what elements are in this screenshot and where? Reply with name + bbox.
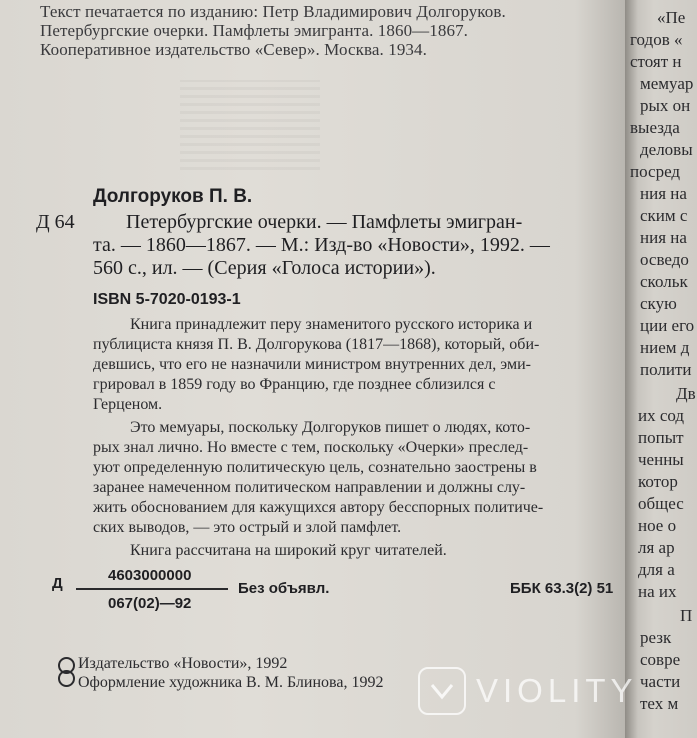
right-page-fragment: резк: [640, 628, 672, 647]
right-page-fragment: ции его: [640, 316, 695, 335]
right-page-fragment: годов «: [630, 30, 683, 49]
right-page-fragment: скую: [640, 294, 677, 313]
right-page-fragment: ским с: [640, 206, 688, 225]
catalog-code: Д 64: [36, 211, 75, 233]
right-page-fragment: попыт: [638, 428, 684, 447]
right-page-fragment: на их: [638, 582, 677, 601]
code-denominator: 067(02)—92: [108, 595, 192, 612]
right-page-fragment: мемуар: [640, 74, 694, 93]
right-page-fragment: для а: [638, 560, 675, 579]
right-page-fragment: котор: [638, 472, 678, 491]
fraction-rule: [76, 588, 228, 590]
watermark-text: VIOLITY: [476, 672, 638, 709]
right-page-fragment: П: [680, 606, 693, 625]
description-line: публициста князя П. В. Долгорукова (1817—1868), который, оби-: [93, 336, 540, 353]
description-line: Книга рассчитана на широкий круг читателей.: [130, 542, 447, 559]
right-page-fragment: посред: [630, 162, 681, 181]
author-heading: Долгоруков П. В.: [93, 186, 253, 207]
right-page-fragment: ное о: [638, 516, 677, 535]
bbk-index: ББК 63.3(2) 51: [510, 580, 614, 597]
right-page-fragment: выезда: [630, 118, 680, 137]
description-line: заранее намеченном политическом направлении и должны слу-: [93, 479, 526, 496]
right-page-fragment: совре: [640, 650, 681, 669]
title-line-1: Петербургские очерки. — Памфлеты эмигран-: [126, 211, 523, 233]
right-page-fragment: ния на: [640, 184, 687, 203]
isbn: ISBN 5-7020-0193-1: [93, 291, 241, 308]
no-announcement: Без объявл.: [238, 580, 330, 597]
right-page-fragment: осведо: [640, 250, 689, 269]
watermark-logo-icon: [418, 667, 466, 715]
right-page-fragment: части: [640, 672, 681, 691]
right-page-fragment: ченны: [638, 450, 684, 469]
bleed-through-text: [180, 80, 320, 170]
source-note-line-2: Петербургские очерки. Памфлеты эмигранта. 1860—1867.: [40, 21, 469, 40]
chevron-down-icon: [420, 669, 464, 713]
copyright-line-2: Оформление художника В. М. Блинова, 1992: [78, 674, 384, 691]
title-line-3: 560 с., ил. — (Серия «Голоса истории»).: [93, 257, 436, 279]
copyright-icon: [58, 670, 75, 687]
right-page-fragment: их сод: [638, 406, 685, 425]
description-line: Герценом.: [93, 396, 163, 413]
right-page-fragment: рых он: [640, 96, 691, 115]
right-page-fragment: ля ар: [638, 538, 675, 557]
right-page-fragment: полити: [640, 360, 692, 379]
description-line: грировал в 1859 году во Францию, где позднее сблизился с: [93, 376, 496, 393]
description-line: уют определенную политическую цель, сознательно заострены в: [93, 459, 537, 476]
right-page-fragment: скольк: [640, 272, 688, 291]
copyright-line-1: Издательство «Новости», 1992: [78, 655, 288, 672]
description-line: рых знал лично. Но вместе с тем, поскольку «Очерки» преслед-: [93, 439, 529, 456]
right-page-fragment: тех м: [640, 694, 679, 713]
right-page-fragment: ния на: [640, 228, 687, 247]
description-line: Книга принадлежит перу знаменитого русского историка и: [130, 316, 533, 333]
description-line: девшись, что его не назначили министром внутренних дел, эми-: [93, 356, 531, 373]
title-line-2: та. — 1860—1867. — М.: Изд-во «Новости», 1992. —: [93, 234, 550, 256]
right-page-fragment: стоят н: [630, 52, 682, 71]
description-line: Это мемуары, поскольку Долгоруков пишет о людях, кото-: [130, 419, 531, 436]
right-page-fragment: общес: [638, 494, 684, 513]
source-note-line-1: Текст печатается по изданию: Петр Владимирович Долгоруков.: [40, 2, 506, 21]
code-letter: Д: [52, 575, 63, 592]
code-numerator: 4603000000: [108, 567, 192, 584]
right-page-fragment: нием д: [640, 338, 690, 357]
description-line: жить обоснованием для кажущихся автору бесспорных политиче-: [93, 499, 544, 516]
description-line: ских выводов, — это острый и злой памфлет.: [93, 519, 402, 536]
source-note-line-3: Кооперативное издательство «Север». Москва. 1934.: [40, 40, 427, 59]
right-page-fragment: деловы: [640, 140, 693, 159]
right-page-fragment: Дв: [676, 384, 696, 403]
right-page-fragment: «Пе: [657, 8, 686, 27]
